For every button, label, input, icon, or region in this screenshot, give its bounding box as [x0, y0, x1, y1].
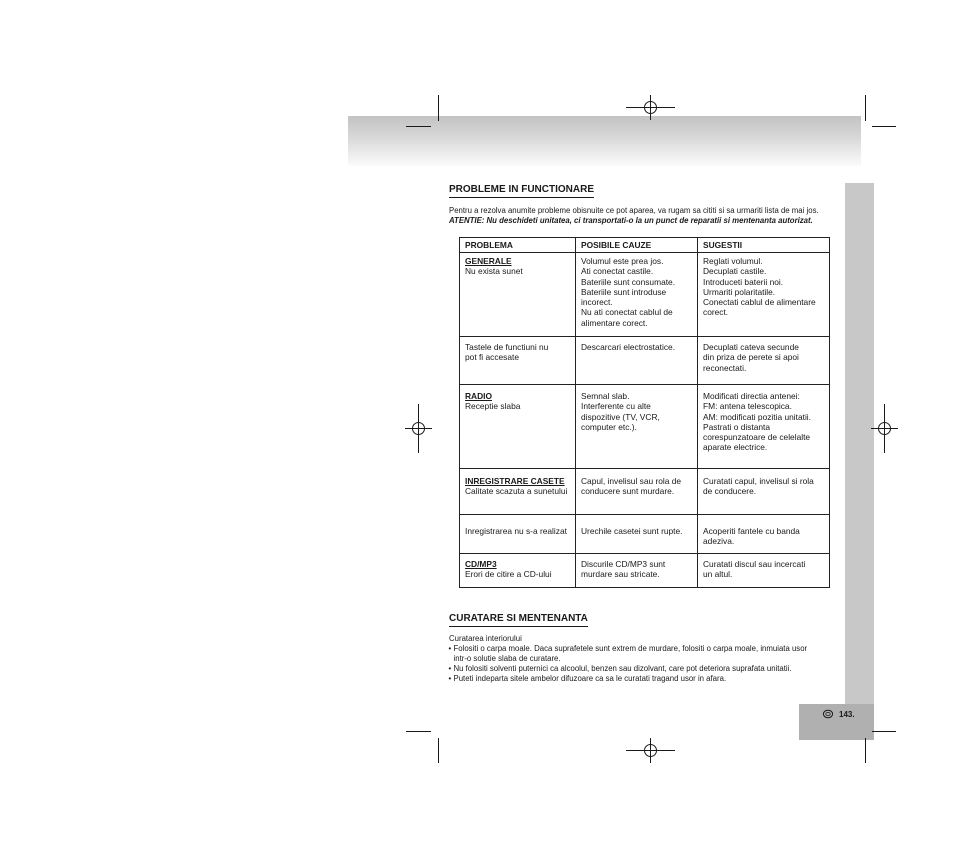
category-label [465, 476, 575, 486]
suggestion-line: Introduceti baterii noi. [703, 276, 784, 287]
cause-line: incorect. [581, 297, 613, 308]
suggestion-line: Conectati cablul de alimentare [703, 297, 816, 308]
section-title-troubleshooting: PROBLEME IN FUNCTIONARE [449, 184, 594, 198]
suggestions-cell [698, 385, 830, 469]
cause-line: Capul, invelisul sau rola de [581, 476, 682, 486]
problem-cell [460, 253, 576, 337]
category-text: INREGISTRARE CASETE [465, 476, 565, 486]
cause-line: Volumul este prea jos. [581, 256, 664, 266]
category-label [465, 559, 575, 569]
registration-mark-right [871, 404, 898, 453]
problem-line: Receptie slaba [465, 401, 521, 412]
suggestion-line: Urmariti polaritatile. [703, 286, 776, 297]
language-badge-icon [822, 709, 834, 719]
maintenance-bullet-list [449, 644, 807, 684]
suggestion-line: aparate electrice. [703, 442, 768, 453]
suggestion-line: Reglati volumul. [703, 256, 763, 266]
problem-line: Tastele de functiuni nu [465, 342, 549, 352]
suggestion-line: Curatati capul, invelisul si rola [703, 476, 814, 486]
section-title-maintenance: CURATARE SI MENTENANTA [449, 613, 588, 627]
bullet-marker: • [448, 644, 452, 653]
problem-line: Calitate scazuta a sunetului [465, 486, 568, 497]
suggestions-cell [698, 337, 830, 385]
suggestion-line: Acoperiti fantele cu banda [703, 526, 800, 536]
causes-cell [576, 337, 698, 385]
suggestion-line: FM: antena telescopica. [703, 401, 792, 412]
list-item [449, 644, 807, 664]
cause-line: Discurile CD/MP3 sunt [581, 559, 666, 569]
suggestions-cell [698, 253, 830, 337]
registration-mark-bottom [626, 738, 675, 763]
category-text: RADIO [465, 391, 492, 401]
suggestion-line: din priza de perete si apoi [703, 352, 799, 363]
list-item [449, 664, 807, 674]
suggestion-line: Modificati directia antenei: [703, 391, 800, 401]
warning-paragraph: ATENTIE: Nu deschideti unitatea, ci transportati-o la un punct de reparatii si mentenanta autorizat. [449, 216, 813, 225]
cause-line: Semnal slab. [581, 391, 630, 401]
bullet-text: intr-o solutie slaba de curatare. [453, 654, 561, 663]
causes-cell [576, 253, 698, 337]
bullet-marker: • [448, 664, 452, 673]
crop-mark-bottom-left [406, 732, 439, 764]
registration-mark-left [405, 404, 432, 453]
suggestion-line: de conducere. [703, 486, 757, 497]
cause-line: Bateriile sunt consumate. [581, 276, 676, 287]
cause-line: Ati conectat castile. [581, 266, 654, 277]
header-problem: PROBLEMA [460, 238, 576, 253]
suggestion-line: un altul. [703, 569, 733, 580]
suggestion-line: Decuplati cateva secunde [703, 342, 799, 352]
registration-circle [645, 102, 657, 114]
cause-line: computer etc.). [581, 421, 637, 432]
cause-line: murdare sau stricate. [581, 569, 660, 580]
list-item [449, 674, 807, 684]
category-text: CD/MP3 [465, 559, 497, 569]
suggestion-line: Curatati discul sau incercati [703, 559, 806, 569]
suggestion-line: reconectati. [703, 362, 747, 373]
troubleshooting-table [459, 237, 830, 588]
causes-cell [576, 469, 698, 515]
cause-line: conducere sunt murdare. [581, 486, 675, 497]
problem-line: Inregistrarea nu s-a realizat [465, 526, 567, 536]
intro-paragraph: Pentru a rezolva anumite probleme obisnuite ce pot aparea, va rugam sa cititi si sa urmariti lista de mai jos. [449, 206, 819, 215]
bullet-text: Nu folositi solventi puternici ca alcoolul, benzen sau dizolvant, care pot deteriora suprafata unitatii. [453, 664, 792, 673]
bullet-text: Puteti indeparta sitele ambelor difuzoare ca sa le curatati tragand usor in afara. [453, 674, 727, 683]
category-text: GENERALE [465, 256, 512, 266]
side-tab-bar [845, 183, 874, 704]
suggestion-line: adeziva. [703, 536, 735, 547]
causes-cell [576, 515, 698, 554]
cause-line: Bateriile sunt introduse [581, 286, 667, 297]
problem-line: Nu exista sunet [465, 266, 523, 277]
maintenance-subtitle: Curatarea interiorului [449, 634, 522, 643]
problem-cell [460, 469, 576, 515]
suggestions-cell [698, 554, 830, 588]
suggestion-line: Pastrati o distanta [703, 421, 771, 432]
bullet-marker: • [448, 674, 452, 683]
cause-line: dispozitive (TV, VCR, [581, 411, 660, 422]
page-number: 143. [839, 710, 855, 719]
suggestion-line: corespunzatoare de celelalte [703, 432, 811, 443]
category-label [465, 256, 575, 266]
bullet-text: Folositi o carpa moale. Daca suprafetele sunt extrem de murdare, folositi o carpa moale, inmuiata usor [453, 644, 808, 653]
registration-circle [879, 423, 891, 435]
cause-line: Descarcari electrostatice. [581, 342, 676, 352]
causes-cell [576, 385, 698, 469]
header-suggestions: SUGESTII [698, 238, 830, 253]
problem-cell [460, 554, 576, 588]
cause-line: Nu ati conectat cablul de [581, 307, 673, 318]
header-gradient-band [348, 116, 861, 166]
problem-line: Erori de citire a CD-ului [465, 569, 552, 580]
suggestion-line: Decuplati castile. [703, 266, 767, 277]
problem-line: pot fi accesate [465, 352, 520, 363]
causes-cell [576, 554, 698, 588]
problem-cell [460, 337, 576, 385]
suggestions-cell [698, 515, 830, 554]
cause-line: Urechile casetei sunt rupte. [581, 526, 683, 536]
registration-circle [413, 423, 425, 435]
header-causes: POSIBILE CAUZE [576, 238, 698, 253]
problem-cell [460, 385, 576, 469]
cause-line: alimentare corect. [581, 317, 648, 328]
suggestion-line: AM: modificati pozitia unitatii. [703, 411, 811, 422]
problem-cell [460, 515, 576, 554]
suggestion-line: corect. [703, 307, 729, 318]
registration-circle [645, 745, 657, 757]
page-number-box [799, 704, 874, 740]
crop-mark-top-right [866, 95, 897, 127]
suggestions-cell [698, 469, 830, 515]
cause-line: Interferente cu alte [581, 401, 651, 412]
category-label [465, 391, 575, 401]
